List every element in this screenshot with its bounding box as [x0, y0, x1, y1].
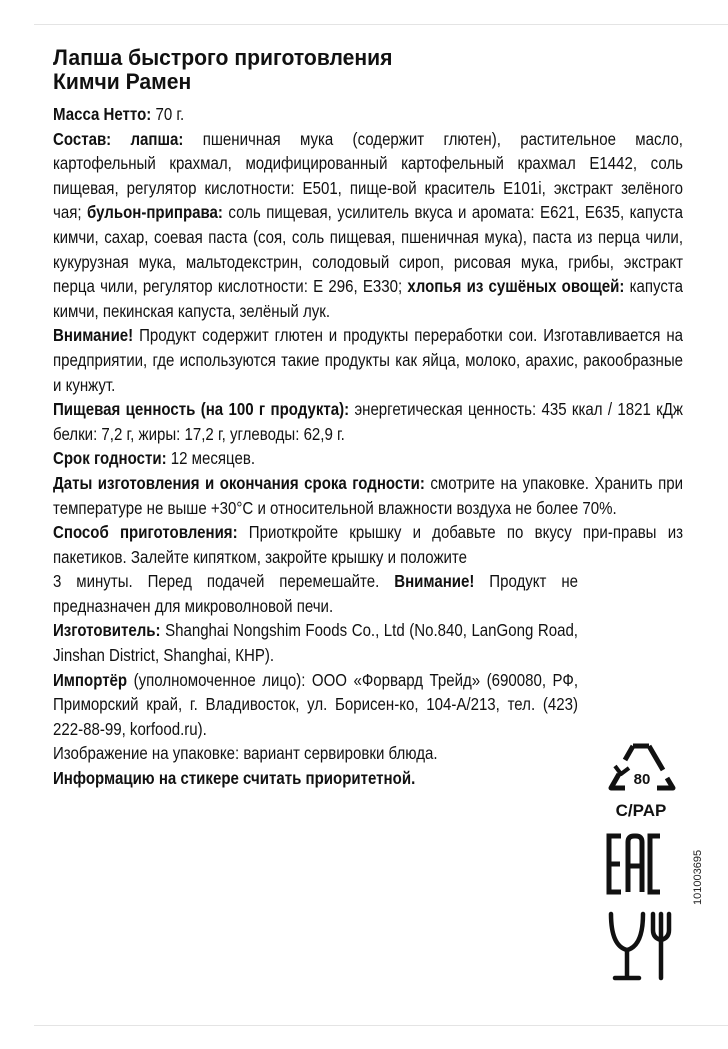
shelf-life-line [53, 446, 683, 471]
marking-icons-svg [605, 738, 677, 988]
dates-text: смотрите на упаковке. Хранить при температуре не выше +30°С и относительной влажности воздуха не более 70%. [53, 472, 683, 518]
importer-paragraph [53, 668, 578, 742]
article-number: 101003695 [692, 849, 704, 905]
preparation-warning-label: Внимание! [394, 571, 475, 592]
preparation-continued [53, 569, 578, 618]
product-title [53, 46, 658, 94]
composition-label: Состав: [53, 128, 112, 149]
importer-label: Импортёр [53, 669, 128, 690]
attention-label: Внимание! [53, 325, 134, 346]
title-line-2: Кимчи Рамен [53, 69, 192, 94]
nutrition-label: Пищевая ценность (на 100 г продукта): [53, 399, 350, 420]
food-contact-icon [611, 914, 669, 978]
attention-paragraph [53, 323, 683, 397]
dates-paragraph [53, 471, 683, 520]
noodles-text: пшеничная мука (содержит глютен), растительное масло, картофельный крахмал, модифицированный картофельный крахмал Е1442, соль пищевая, регулятор кислотности: Е501, пище-вой краситель Е101i, экстракт зелёного чая; [53, 128, 683, 223]
attention-text: Продукт содержит глютен и продукты переработки сои. Изготавливается на предприятии, где используются такие продукты как яйца, молоко, арахис, ракообразные и кунжут. [53, 325, 683, 395]
manufacturer-label: Изготовитель: [53, 620, 161, 641]
preparation-label: Способ приготовления: [53, 522, 238, 543]
dates-label: Даты изготовления и окончания срока годности: [53, 472, 425, 493]
shelf-life-value: 12 месяцев. [166, 448, 256, 469]
nutrition-text: энергетическая ценность: 435 ккал / 1821 кДж белки: 7,2 г, жиры: 17,2 г, углеводы: 62,9 г. [53, 399, 683, 444]
recycle-material: C/PAP [615, 801, 667, 820]
manufacturer-text: Shanghai Nongshim Foods Co., Ltd (No.840, LanGong Road, Jinshan District, Shanghai, КНР). [53, 620, 578, 666]
nutrition-paragraph [53, 397, 683, 446]
flakes-label: хлопья из сушёных овощей: [407, 276, 625, 297]
preparation-paragraph [53, 520, 683, 569]
marking-icons [605, 738, 677, 993]
mass-value: 70 г. [151, 104, 185, 124]
sticker-note-text: Информацию на стикере считать приоритетной. [53, 768, 416, 789]
title-line-1: Лапша быстрого приготовления [53, 45, 393, 70]
image-note: Изображение на упаковке: вариант сервировки блюда. [53, 743, 438, 764]
recycle-code: 80 [633, 771, 651, 788]
product-label [53, 46, 683, 791]
preparation-text-2: 3 минуты. Перед подачей перемешайте. [53, 571, 395, 592]
broth-label: бульон-приправа: [87, 202, 223, 223]
manufacturer-paragraph [53, 618, 578, 667]
label-body [53, 102, 683, 791]
flakes-text: капуста кимчи, пекинская капуста, зелёный лук. [53, 276, 684, 321]
preparation-text: Приоткройте крышку и добавьте по вкусу при-правы из пакетиков. Залейте кипятком, закройте крышку и положите [53, 522, 683, 567]
preparation-warning-text: Продукт не предназначен для микроволновой печи. [53, 571, 578, 616]
sticker-note [53, 766, 578, 791]
importer-text: (уполномоченное лицо): ООО «Форвард Трейд» (690080, РФ, Приморский край, г. Владивосток, ул. Борисен-ко, 104-А/213, тел. (423) 222-88-99, korfood.ru). [53, 669, 578, 739]
eac-mark-icon [609, 836, 660, 892]
mass-label: Масса Нетто: [53, 104, 152, 124]
shelf-life-label: Срок годности: [53, 448, 167, 469]
noodles-label: лапша: [111, 128, 184, 149]
broth-text: соль пищевая, усилитель вкуса и аромата: Е621, Е635, капуста кимчи, сахар, соевая паста (соя, соль пищевая, пшеничная мука), паста из перца чили, кукурузная мука, мальтодекстрин, солодовый сироп, рисовая мука, грибы, экстракт перца чили, регулятор кислотности: Е 296, Е330; [53, 202, 683, 297]
mass-line [53, 102, 683, 127]
composition-paragraph [53, 127, 683, 324]
